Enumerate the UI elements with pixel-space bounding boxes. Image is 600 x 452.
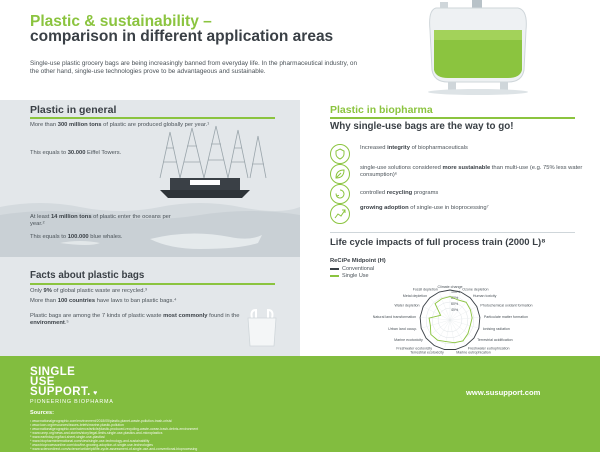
radar-spoke (450, 320, 474, 338)
radar-axis-label: Metal depletion (402, 293, 428, 298)
title-highlight: Plastic & sustainability – (30, 13, 212, 30)
benefit-recycling: controlled recycling programs (330, 184, 580, 206)
legend-conventional: Conventional (330, 266, 374, 272)
radar-ring-label: 60% (451, 302, 459, 306)
leaf-icon (330, 164, 350, 184)
radar-axis-label: Fossil depletion (412, 287, 438, 292)
plastic-general-heading: Plastic in general (30, 104, 117, 116)
radar-axis-label: Human toxicity (472, 293, 497, 298)
lifecycle-radar-chart (300, 278, 600, 356)
radar-axis-label: Freshwater eutrophication (467, 346, 510, 351)
source-item[interactable]: ⁶ www.biopharminternational.com/view/single-use-technology-and-sustainability (30, 439, 150, 443)
source-item[interactable]: ⁷ www.bioprocessonline.com/doc/the-growing-adoption-of-single-use-technologies (30, 443, 153, 447)
source-item[interactable]: ⁵ www.earthday.org/fact-sheet-single-use-plastics/ (30, 435, 106, 439)
fact-production: More than 300 million tons of plastic are produced globally per year.¹ (30, 122, 210, 128)
biopharma-underline (330, 117, 575, 119)
plastic-biopharma-panel (300, 100, 600, 356)
fact-countries: More than 100 countries have laws to ban plastic bags.⁴ (30, 298, 177, 304)
page-title (30, 14, 420, 44)
recycle-icon (330, 184, 350, 204)
section-divider (330, 232, 575, 233)
biopharma-heading: Plastic in biopharma (330, 104, 433, 116)
radar-ring-label: 80% (451, 296, 459, 300)
radar-axis-label: Ionising radiation (482, 327, 510, 332)
benefit-integrity: Increased integrity of biopharmaceuticals (330, 144, 580, 166)
benefit-sustainability: single-use solutions considered more sustainable than multi-use (e.g. 75% less water consumption)⁶ (330, 164, 580, 186)
fact-common-waste: Plastic bags are among the 7 kinds of plastic waste most commonly found in the environment.⁵ (30, 313, 240, 326)
radar-ring-label: 40% (451, 308, 459, 312)
brand-logo: SINGLE USE SUPPORT. ♥ (30, 366, 98, 398)
footer (0, 356, 600, 452)
benefit-adoption: growing adoption of single-use in bioprocessing⁷ (330, 204, 580, 226)
radar-axis-label: Ozone depletion (462, 287, 489, 292)
biopharma-bag-illustration (418, 0, 538, 95)
why-single-use-heading: Why single-use bags are the way to go! (330, 121, 514, 132)
heading-underline (30, 117, 275, 119)
growth-chart-icon (330, 204, 350, 224)
title-rest: comparison in different application areas (30, 28, 334, 45)
heart-icon: ♥ (90, 390, 98, 397)
fact-recycled: Only 9% of global plastic waste are recycled.³ (30, 288, 147, 294)
intro-text: Single-use plastic grocery bags are being increasingly banned from everyday life. In the pharmaceutical industry, on the other hand, single-use technologies prove to be advantageous and sustainable. (30, 60, 358, 75)
header (0, 0, 600, 100)
brand-tagline: PIONEERING BIOPHARMA (30, 399, 114, 405)
shield-icon (330, 144, 350, 164)
radar-axis-label: Terrestrial acidification (477, 338, 513, 343)
radar-axis-label: Water depletion (394, 303, 420, 308)
plastic-bag-icon (244, 308, 280, 348)
lifecycle-subtitle: ReCiPe Midpoint (H) (330, 258, 386, 264)
legend-single-use: Single Use (330, 273, 369, 279)
legend-swatch-conventional (330, 268, 339, 270)
source-item[interactable]: ⁸ www.sciencedirect.com/science/article/pii/life-cycle-assessment-of-single-use-and-conventional-bioprocessing (30, 447, 198, 451)
radar-spoke (430, 298, 450, 320)
website-link[interactable]: www.susupport.com (466, 388, 541, 397)
source-item[interactable]: ⁴ www.unep.org/news-and-stories/story/legal-limits-single-use-plastics-and-microplastics (30, 431, 163, 435)
radar-axis-label: Urban land occup. (388, 327, 418, 332)
radar-axis-label: Particulate matter formation (483, 315, 529, 320)
source-item[interactable]: ³ www.nationalgeographic.com/science/article/plastic-produced-recycling-waste-ocean-trash-debris-environment (30, 427, 199, 431)
fact-oceans: At least 14 million tons of plastic enter the oceans per year.² (30, 214, 171, 227)
sources-heading: Sources: (30, 410, 54, 416)
lifecycle-title: Life cycle impacts of full process train (2000 L)⁸ (330, 237, 546, 248)
radar-axis-label: Terrestrial ecotoxicity (410, 350, 444, 355)
radar-axis-label: Marine eutrophication (456, 350, 491, 355)
source-item[interactable]: ¹ www.nationalgeographic.com/environment/2018/05/plastic-planet-waste-pollution-trash-crisis/ (30, 419, 173, 423)
bag-facts-heading: Facts about plastic bags (30, 270, 145, 281)
radar-axis-label: Marine ecotoxicity (394, 338, 423, 343)
legend-swatch-single-use (330, 275, 339, 277)
plastic-general-panel (0, 100, 300, 356)
source-item[interactable]: ² www.iucn.org/resources/issues-briefs/marine-plastic-pollution (30, 423, 124, 427)
radar-axis-label: Climate change (437, 285, 463, 290)
eiffel-towers-illustration (130, 122, 290, 202)
radar-ring-label: 100% (451, 290, 461, 294)
bag-facts-underline (30, 283, 275, 285)
fact-whales: This equals to 100.000 blue whales. (30, 234, 123, 240)
radar-axis-label: Freshwater ecotoxicity (396, 346, 433, 351)
radar-axis-label: Photochemical oxidant formation (480, 303, 533, 308)
fact-eiffel: This equals to 30.000 Eiffel Towers. (30, 150, 122, 156)
radar-axis-label: Natural land transformation (372, 315, 417, 320)
